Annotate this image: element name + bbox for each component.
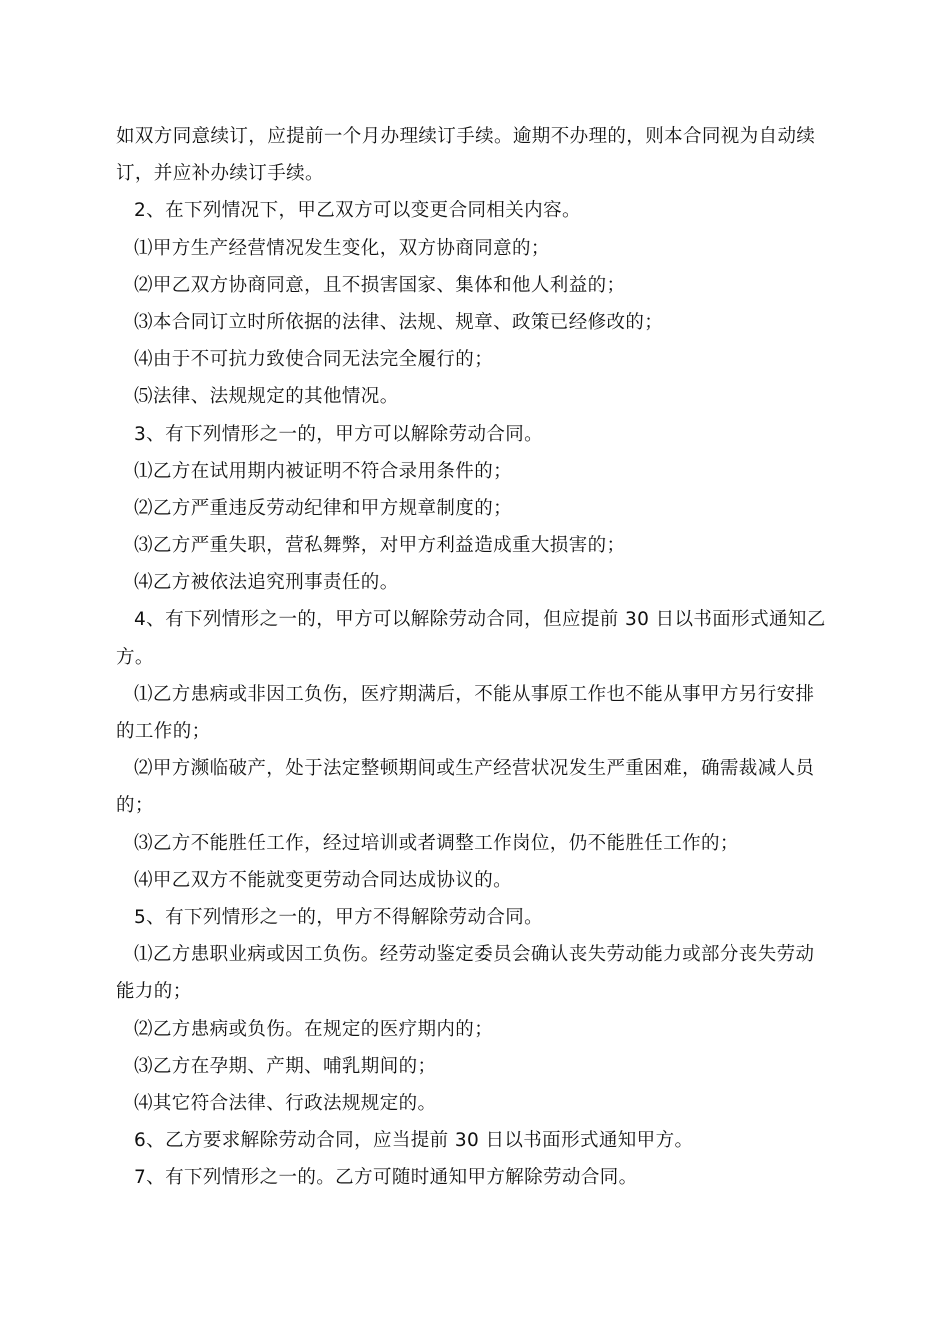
- document-line: 2、在下列情况下，甲乙双方可以变更合同相关内容。: [134, 200, 581, 222]
- document-line: ⑶乙方在孕期、产期、哺乳期间的；: [134, 1055, 437, 1077]
- document-line: ⑷甲乙双方不能就变更劳动合同达成协议的。: [134, 869, 513, 891]
- document-line: 能力的；: [116, 981, 192, 1003]
- document-line: ⑵甲方濒临破产，处于法定整顿期间或生产经营状况发生严重困难，确需裁减人员: [134, 758, 815, 780]
- document-line: ⑷其它符合法律、行政法规规定的。: [134, 1092, 437, 1114]
- document-line: ⑶乙方不能胜任工作，经过培训或者调整工作岗位，仍不能胜任工作的；: [134, 832, 739, 854]
- document-line: 的工作的；: [116, 721, 211, 742]
- document-line: ⑵甲乙双方协商同意，且不损害国家、集体和他人利益的；: [134, 274, 626, 296]
- document-line: ⑴乙方患病或非因工负伤，医疗期满后，不能从事原工作也不能从事甲方另行安排: [134, 683, 815, 705]
- document-line: ⑴甲方生产经营情况发生变化，双方协商同意的；: [134, 237, 550, 259]
- document-line: ⑷由于不可抗力致使合同无法完全履行的；: [134, 349, 494, 371]
- document-line: ⑵乙方患病或负伤。在规定的医疗期内的；: [134, 1018, 494, 1040]
- document-line: 6、乙方要求解除劳动合同，应当提前 30 日以书面形式通知甲方。: [134, 1130, 694, 1152]
- document-line: ⑶本合同订立时所依据的法律、法规、规章、政策已经修改的；: [134, 311, 664, 333]
- document-line: 的；: [116, 795, 154, 817]
- document-line: ⑷乙方被依法追究刑事责任的。: [134, 572, 399, 594]
- document-line: 方。: [116, 646, 154, 668]
- document-line: 7、有下列情形之一的。乙方可随时通知甲方解除劳动合同。: [134, 1167, 638, 1189]
- document-line: 5、有下列情形之一的，甲方不得解除劳动合同。: [134, 906, 544, 928]
- document-line: ⑴乙方在试用期内被证明不符合录用条件的；: [134, 460, 513, 482]
- document-line: ⑶乙方严重失职，营私舞弊，对甲方利益造成重大损害的；: [134, 535, 626, 557]
- document-line: 4、有下列情形之一的，甲方可以解除劳动合同，但应提前 30 日以书面形式通知乙: [134, 609, 826, 631]
- document-line: ⑸法律、法规规定的其他情况。: [134, 386, 399, 408]
- document-line: 3、有下列情形之一的，甲方可以解除劳动合同。: [134, 423, 544, 445]
- document-line: ⑴乙方患职业病或因工负伤。经劳动鉴定委员会确认丧失劳动能力或部分丧失劳动: [134, 944, 815, 966]
- document-line: 如双方同意续订，应提前一个月办理续订手续。逾期不办理的，则本合同视为自动续: [116, 126, 816, 147]
- document-body: [116, 118, 840, 1196]
- document-line: ⑵乙方严重违反劳动纪律和甲方规章制度的；: [134, 497, 513, 519]
- document-line: 订，并应补办续订手续。: [116, 163, 324, 185]
